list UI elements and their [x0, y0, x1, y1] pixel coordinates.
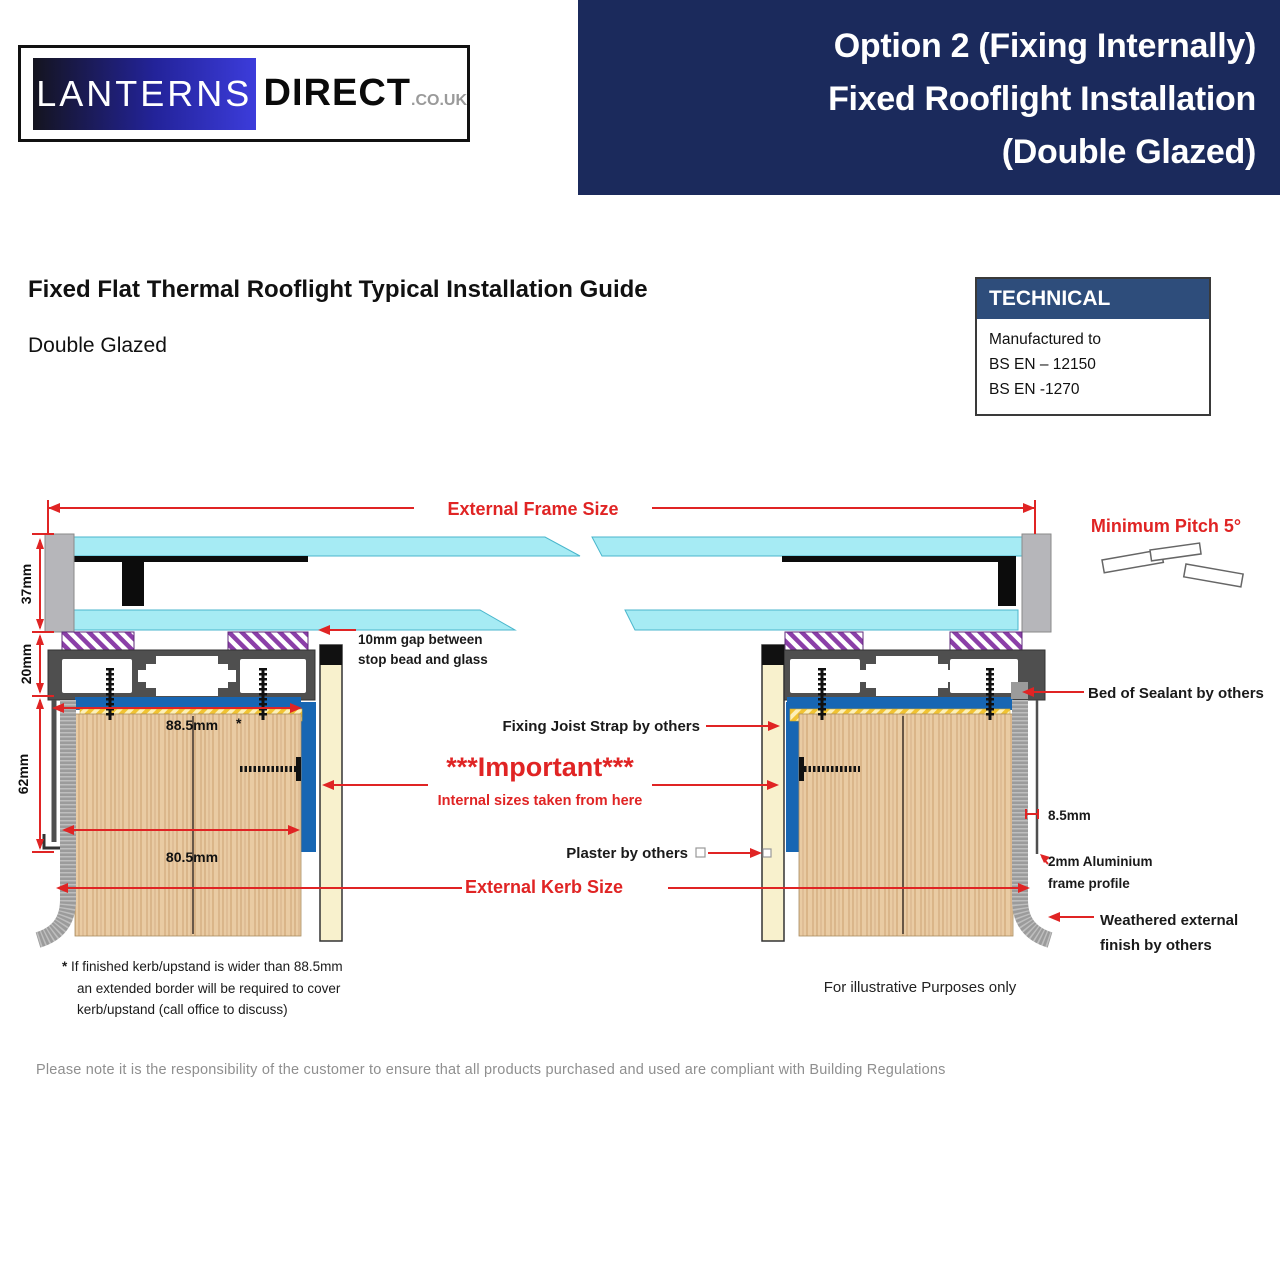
dim-20mm-label: 20mm — [18, 643, 34, 685]
compliance-note: Please note it is the responsibility of the customer to ensure that all products purchased and used are compliant with Building Regulations — [36, 1062, 946, 1078]
glass-top-pane-left — [58, 537, 580, 556]
page-title: Fixed Flat Thermal Rooflight Typical Installation Guide — [28, 276, 648, 303]
lanterns-direct-logo — [18, 45, 470, 142]
timber-kerb-right — [799, 714, 1013, 936]
dim-885mm-asterisk: * — [236, 715, 242, 731]
fixing-joist-strap-label: Fixing Joist Strap by others — [502, 718, 700, 735]
sealant-bed-right-corner — [1011, 682, 1028, 699]
dim-885mm-label: 88.5mm — [165, 717, 219, 733]
cross-section-drawing — [0, 470, 1280, 1030]
stop-bead-gaskets — [62, 632, 1022, 650]
weathered-finish-right — [1011, 682, 1050, 940]
minimum-pitch-label: Minimum Pitch 5° — [1090, 516, 1242, 536]
plaster-label: Plaster by others — [566, 845, 688, 862]
edge-spacer-left — [122, 556, 144, 606]
frame-cap-right — [1022, 534, 1051, 632]
page-subtitle: Double Glazed — [28, 334, 167, 357]
plaster-connector-square — [696, 848, 705, 857]
edge-spacer-right — [998, 556, 1016, 606]
weathered-line2: finish by others — [1100, 937, 1212, 954]
technical-line-3: BS EN -1270 — [989, 381, 1080, 399]
gap-note-line2: stop bead and glass — [358, 652, 488, 667]
logo-lanterns-text: LANTERNS — [36, 72, 253, 114]
gap-note-line1: 10mm gap between — [358, 632, 483, 647]
external-kerb-size-label: External Kerb Size — [464, 877, 624, 897]
header-line-1: Option 2 (Fixing Internally) — [833, 27, 1256, 65]
alu-profile-line1: 2mm Aluminium — [1048, 854, 1153, 869]
footnote-marker: * — [62, 959, 68, 974]
technical-box-title: TECHNICAL — [977, 279, 1209, 319]
spacer-bar-left — [60, 556, 308, 562]
internal-sizes-label: Internal sizes taken from here — [437, 793, 643, 809]
technical-box — [975, 277, 1211, 416]
footnote-line-2: an extended border will be required to cover — [77, 980, 341, 996]
technical-box-body — [977, 319, 1209, 414]
bed-of-sealant-label: Bed of Sealant by others — [1088, 685, 1264, 702]
double-glazed-unit — [45, 534, 1051, 632]
technical-line-2: BS EN – 12150 — [989, 356, 1096, 374]
plasterboard-right — [762, 645, 784, 941]
glass-top-pane-right — [592, 537, 1022, 556]
technical-line-1: Manufactured to — [989, 331, 1102, 348]
plaster-tip-square — [763, 849, 771, 857]
important-label: ***Important*** — [446, 752, 634, 782]
glass-bottom-pane-right — [625, 610, 1018, 630]
dim-37mm-label: 37mm — [18, 563, 34, 605]
alu-profile-line2: frame profile — [1048, 876, 1130, 891]
logo-direct-text: DIRECT — [263, 72, 411, 114]
footnote — [62, 956, 343, 1021]
illustrative-label: For illustrative Purposes only — [823, 979, 1017, 996]
footnote-line-1: If finished kerb/upstand is wider than 88.5mm — [71, 959, 343, 974]
header-line-3: (Double Glazed) — [1001, 133, 1256, 171]
timber-kerb-left — [75, 714, 301, 936]
dim-805mm-label: 80.5mm — [165, 849, 219, 865]
header-line-2: Fixed Rooflight Installation — [828, 80, 1256, 118]
dim-62mm-label: 62mm — [15, 753, 31, 795]
weathered-line1: Weathered external — [1100, 912, 1239, 929]
header-banner — [578, 0, 1280, 195]
logo-gradient-block — [33, 58, 256, 130]
plasterboard-left — [320, 645, 342, 941]
dim-85mm-label: 8.5mm — [1048, 808, 1091, 823]
glass-bottom-pane-left — [62, 610, 515, 630]
external-frame-size-label: External Frame Size — [447, 499, 619, 519]
frame-cap-left — [45, 534, 74, 632]
footnote-line-3: kerb/upstand (call office to discuss) — [77, 1002, 288, 1018]
minimum-pitch-icon — [1102, 543, 1243, 587]
spacer-bar-right — [782, 556, 1010, 562]
logo-tld-text: .CO.UK — [411, 91, 467, 109]
